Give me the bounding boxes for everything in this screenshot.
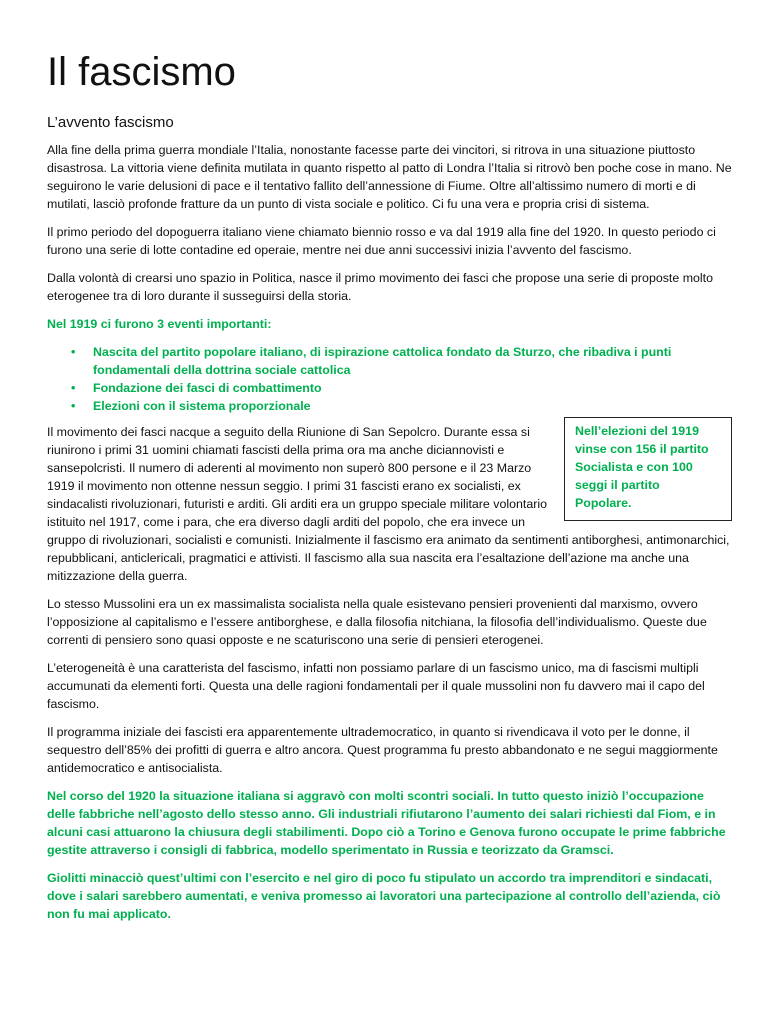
paragraph-eterogeneita: L’eterogeneità è una caratterista del fascismo, infatti non possiamo parlare di un fascismo unico, ma di fascismi multipli accumunati da elementi forti. Questa una delle ragioni fondamentali per il quale mussolini non fu davvero mai il capo del fascismo.	[47, 661, 705, 711]
paragraph-occupazione-fabbriche: Nel corso del 1920 la situazione italiana si aggravò con molti scontri sociali. In tutto questo iniziò l’occupazione delle fabbriche nell’agosto dello stesso anno. Gli industriali rifiutarono l’aumento dei salari richiesti dal Fiom, e in alcuni casi attuarono la chiusura degli stabilimenti. Dopo ciò a Torino e Genova furono occupate le prime fabbriche gestite attraverso i consigli di fabbrica, modello sperimentato in Russia e teorizzato da Gramsci.	[47, 789, 726, 857]
section-subtitle: L’avvento fascismo	[47, 114, 174, 131]
paragraph-san-sepolcro: Il movimento dei fasci nacque a seguito della Riunione di San Sepolcro. Durante essa si riunirono i primi 31 uomini chiamati fascisti della prima ora ma anche diciannovisti e sansepolcristi. Il numero di aderenti al movimento non superò 800 persone e il 23 Marzo 1919 il movimento non ottenne nessun seggio. I primi 31 fascisti erano ex socialisti, ex sindacalisti rivoluzionari, futuristi e arditi. Gli arditi era un gruppo speciale militare volontario istituito nel 1917, come i para, che era diverso dagli arditi del popolo, che era invece un gruppo di rivoluzionari, socialisti e comunisti. Inizialmente il fascismo era animato da sentimenti antiborghesi, antimonarchici, repubblicani, anticlericali, pragmatici e attivisti. Il fascismo alla sua nascita era l’esaltazione dell’azione ma anche una mitizzazione della guerra.	[47, 425, 730, 583]
bullet-icon: •	[71, 345, 76, 359]
list-item	[71, 379, 732, 397]
document-body	[47, 141, 732, 933]
paragraph-intro: Alla fine della prima guerra mondiale l’Italia, nonostante facesse parte dei vincitori, si ritrova in una situazione piuttosto disastrosa. La vittoria viene definita mutilata in quanto rispetto al patto di Londra l’Italia si ritrovò ben poche cose in mano. Ne seguirono le varie delusioni di pace e il tentativo fallito dell’annessione di Fiume. Oltre all’altissimo numero di morti e di mutilati, lasciò profonde fratture da un punto di vista sociale e politico. Ci fu una vera e propria crisi di sistema.	[47, 143, 732, 211]
list-item-text: Elezioni con il sistema proporzionale	[93, 399, 311, 413]
events-list	[47, 343, 732, 415]
paragraph-mussolini: Lo stesso Mussolini era un ex massimalista socialista nella quale esistevano pensieri provenienti dal marxismo, ovvero l’opposizione al capitalismo e l’essere antiborghese, e dalla filosofia nitchiana, la filosofia dell’individualismo. Queste due correnti di pensiero sono quasi opposte e ne scaturiscono una serie di pensieri eterogenei.	[47, 597, 707, 647]
page-title: Il fascismo	[47, 50, 236, 94]
bullet-icon: •	[71, 381, 76, 395]
paragraph-programma: Il programma iniziale dei fascisti era apparentemente ultrademocratico, in quanto si rivendicava il voto per le donne, il sequestro dell’85% dei profitti di guerra e altro ancora. Quest programma fu presto abbandonato e ne segui maggiormente antidemocratico e antisocialista.	[47, 725, 718, 775]
list-item	[71, 397, 732, 415]
paragraph-giolitti: Giolitti minacciò quest’ultimi con l’esercito e nel giro di poco fu stipulato un accordo tra imprenditori e sindacati, dove i salari sarebbero aumentati, e veniva promesso ai lavoratori una partecipazione al controllo dell’azienda, ciò non fu mai applicato.	[47, 871, 721, 921]
election-sidebox: Nell’elezioni del 1919 vinse con 156 il partito Socialista e con 100 seggi il partito Popolare.	[564, 417, 732, 521]
list-item-text: Fondazione dei fasci di combattimento	[93, 381, 322, 395]
paragraph-biennio-rosso: Il primo periodo del dopoguerra italiano viene chiamato biennio rosso e va dal 1919 alla fine del 1920. In questo periodo ci furono una serie di lotte contadine ed operaie, mentre nei due anni successivi inizia l’avvento del fascismo.	[47, 225, 716, 257]
list-item-text: Nascita del partito popolare italiano, di ispirazione cattolica fondato da Sturzo, che ribadiva i punti fondamentali della dottrina sociale cattolica	[93, 345, 672, 377]
paragraph-movimento-fasci: Dalla volontà di crearsi uno spazio in Politica, nasce il primo movimento dei fasci che propose una serie di proposte molto eterogenee tra di loro durante il susseguirsi della storia.	[47, 271, 713, 303]
events-heading: Nel 1919 ci furono 3 eventi importanti:	[47, 317, 272, 331]
list-item	[71, 343, 732, 379]
bullet-icon: •	[71, 399, 76, 413]
